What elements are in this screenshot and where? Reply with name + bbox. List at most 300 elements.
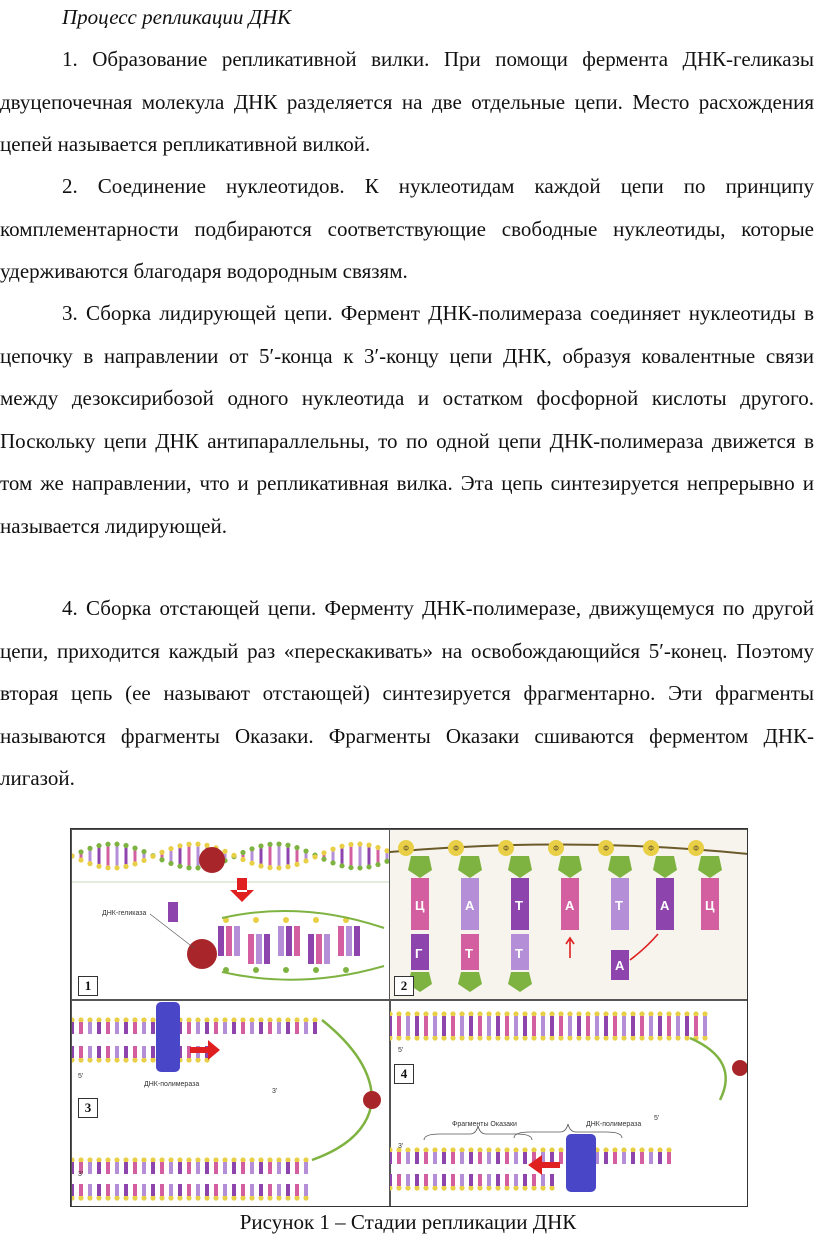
backbone-bead bbox=[231, 1017, 236, 1022]
nucleotide bbox=[241, 1184, 245, 1196]
backbone-bead bbox=[441, 1035, 446, 1040]
nucleotide bbox=[541, 1174, 545, 1186]
nucleotide bbox=[640, 1024, 644, 1036]
backbone-bead bbox=[177, 1195, 182, 1200]
nucleotide bbox=[406, 1024, 410, 1036]
helicase-enzyme bbox=[732, 1060, 748, 1076]
replication-figure bbox=[70, 828, 748, 1207]
backbone-bead bbox=[468, 1147, 473, 1152]
nucleotide bbox=[667, 1152, 671, 1164]
backbone-bead bbox=[283, 917, 289, 923]
nucleotide bbox=[469, 1152, 473, 1164]
backbone-bead bbox=[540, 1011, 545, 1016]
backbone-bead bbox=[186, 1195, 191, 1200]
backbone-bead bbox=[285, 1195, 290, 1200]
figure-panel-3 bbox=[71, 999, 391, 1207]
backbone-bead bbox=[123, 1157, 128, 1162]
pairing-arrow bbox=[566, 938, 574, 958]
backbone-bead bbox=[576, 1011, 581, 1016]
backbone-bead bbox=[612, 1011, 617, 1016]
nucleotide bbox=[169, 1184, 173, 1196]
backbone-bead bbox=[303, 1017, 308, 1022]
backbone-bead bbox=[675, 1011, 680, 1016]
nucleotide bbox=[187, 1162, 191, 1174]
sugar-pentagon bbox=[458, 856, 482, 878]
nucleotide bbox=[397, 1152, 401, 1164]
backbone-bead bbox=[141, 849, 146, 854]
base-letter: Т bbox=[515, 898, 523, 913]
nucleotide bbox=[259, 1184, 263, 1196]
backbone-bead bbox=[486, 1185, 491, 1190]
backbone-bead bbox=[267, 1017, 272, 1022]
nucleotide bbox=[397, 1174, 401, 1186]
backbone-bead bbox=[276, 1017, 281, 1022]
nucleotide bbox=[496, 1174, 500, 1186]
nucleotide bbox=[205, 1184, 209, 1196]
paragraph-4: 4. Сборка отстающей цепи. Ферменту ДНК-полимеразе, движущемуся по другой цепи, приходится каждый раз «перескакивать» на освобождающийся 5′-конец. Поэтому вторая цепь (ее называют отстающей) синтезируется фрагментарно. Эти фрагменты называются фрагменты Оказаки. Фрагменты Оказаки сшиваются ферментом ДНК-лигазой. bbox=[0, 596, 814, 790]
nucleotide bbox=[685, 1024, 689, 1036]
nucleotide bbox=[415, 1174, 419, 1186]
backbone-bead bbox=[294, 862, 299, 867]
backbone-bead bbox=[348, 842, 353, 847]
nucleotide bbox=[451, 1174, 455, 1186]
nucleotide bbox=[88, 1046, 92, 1058]
backbone-bead bbox=[222, 1195, 227, 1200]
backbone-bead bbox=[258, 1017, 263, 1022]
backbone-bead bbox=[267, 1195, 272, 1200]
backbone-bead bbox=[283, 967, 289, 973]
backbone-bead bbox=[159, 850, 164, 855]
nucleotide bbox=[658, 1152, 662, 1164]
backbone-bead bbox=[702, 1035, 707, 1040]
nucleotide bbox=[559, 1024, 563, 1036]
backbone-bead bbox=[132, 861, 137, 866]
nucleotide bbox=[397, 1024, 401, 1036]
nucleotide bbox=[268, 1022, 272, 1034]
backbone-bead bbox=[657, 1035, 662, 1040]
nucleotide bbox=[703, 1024, 707, 1036]
nucleotide bbox=[218, 926, 224, 956]
backbone-bead bbox=[258, 843, 263, 848]
backbone-bead bbox=[339, 863, 344, 868]
nucleotide bbox=[124, 1162, 128, 1174]
nucleotide bbox=[541, 1024, 545, 1036]
nucleotide bbox=[214, 1184, 218, 1196]
base-letter: Ц bbox=[705, 898, 715, 913]
nucleotide bbox=[226, 926, 232, 956]
backbone-bead bbox=[513, 1185, 518, 1190]
backbone-bead bbox=[141, 1195, 146, 1200]
backbone-bead bbox=[150, 1057, 155, 1062]
nucleotide bbox=[196, 1162, 200, 1174]
backbone-bead bbox=[459, 1011, 464, 1016]
nucleotide bbox=[613, 1152, 617, 1164]
nucleotide bbox=[286, 1162, 290, 1174]
backbone-bead bbox=[159, 857, 164, 862]
backbone-bead bbox=[630, 1035, 635, 1040]
nucleotide bbox=[390, 1152, 392, 1164]
backbone-bead bbox=[621, 1011, 626, 1016]
backbone-bead bbox=[240, 1017, 245, 1022]
strand bbox=[322, 1020, 372, 1100]
backbone-bead bbox=[141, 1157, 146, 1162]
backbone-bead bbox=[450, 1035, 455, 1040]
backbone-bead bbox=[396, 1035, 401, 1040]
backbone-bead bbox=[240, 1157, 245, 1162]
backbone-bead bbox=[78, 1157, 83, 1162]
backbone-bead bbox=[87, 1057, 92, 1062]
backbone-bead bbox=[603, 1035, 608, 1040]
sugar-pentagon bbox=[508, 856, 532, 878]
backbone-bead bbox=[132, 1017, 137, 1022]
nucleotide bbox=[142, 1184, 146, 1196]
base-letter: Г bbox=[415, 946, 423, 961]
nucleotide bbox=[223, 1184, 227, 1196]
nucleotide bbox=[196, 1184, 200, 1196]
nucleotide bbox=[133, 1162, 137, 1174]
panel-1-illustration bbox=[72, 830, 390, 1000]
nucleotide bbox=[667, 1024, 671, 1036]
backbone-bead bbox=[495, 1035, 500, 1040]
nucleotide bbox=[442, 1152, 446, 1164]
helicase-enzyme-top bbox=[199, 847, 225, 873]
nucleotide bbox=[88, 1184, 92, 1196]
nucleotide bbox=[72, 1022, 74, 1034]
panel-3-illustration bbox=[72, 1000, 390, 1207]
backbone-bead bbox=[648, 1011, 653, 1016]
nucleotide bbox=[460, 1174, 464, 1186]
nucleotide bbox=[250, 1184, 254, 1196]
backbone-bead bbox=[522, 1011, 527, 1016]
backbone-bead bbox=[495, 1011, 500, 1016]
nucleotide bbox=[460, 1024, 464, 1036]
backbone-bead bbox=[105, 1195, 110, 1200]
backbone-bead bbox=[459, 1185, 464, 1190]
nucleotide bbox=[415, 1024, 419, 1036]
panel-4-number: 4 bbox=[394, 1064, 414, 1084]
nucleotide bbox=[151, 1162, 155, 1174]
phosphate-letter: Ф bbox=[648, 844, 655, 853]
backbone-bead bbox=[405, 1185, 410, 1190]
backbone-bead bbox=[276, 865, 281, 870]
backbone-bead bbox=[477, 1035, 482, 1040]
backbone-bead bbox=[105, 1057, 110, 1062]
nucleotide bbox=[523, 1024, 527, 1036]
backbone-bead bbox=[693, 1011, 698, 1016]
base-letter: Т bbox=[615, 898, 623, 913]
nucleotide bbox=[308, 934, 314, 964]
sugar-pentagon bbox=[653, 856, 677, 878]
backbone-bead bbox=[78, 1057, 83, 1062]
sugar-pentagon bbox=[608, 856, 632, 878]
helicase-enzyme bbox=[187, 939, 217, 969]
backbone-bead bbox=[303, 1195, 308, 1200]
nucleotide bbox=[106, 1046, 110, 1058]
backbone-bead bbox=[477, 1147, 482, 1152]
dna-polymerase bbox=[156, 1002, 180, 1072]
backbone-bead bbox=[495, 1185, 500, 1190]
backbone-bead bbox=[87, 1195, 92, 1200]
nucleotide bbox=[160, 1162, 164, 1174]
backbone-bead bbox=[240, 850, 245, 855]
nucleotide bbox=[532, 1024, 536, 1036]
backbone-bead bbox=[558, 1147, 563, 1152]
nucleotide bbox=[346, 926, 352, 956]
backbone-bead bbox=[330, 846, 335, 851]
nucleotide bbox=[294, 926, 300, 956]
nucleotide bbox=[277, 1162, 281, 1174]
backbone-bead bbox=[168, 1157, 173, 1162]
backbone-bead bbox=[343, 967, 349, 973]
backbone-bead bbox=[612, 1147, 617, 1152]
backbone-bead bbox=[159, 1195, 164, 1200]
backbone-bead bbox=[558, 1011, 563, 1016]
nucleotide bbox=[354, 926, 360, 956]
backbone-bead bbox=[150, 854, 155, 859]
backbone-bead bbox=[657, 1147, 662, 1152]
base-letter: А bbox=[465, 898, 475, 913]
backbone-bead bbox=[195, 842, 200, 847]
nucleotide bbox=[406, 1174, 410, 1186]
nucleotide bbox=[295, 1184, 299, 1196]
backbone-bead bbox=[222, 1157, 227, 1162]
paragraph-2: 2. Соединение нуклеотидов. К нуклеотидам каждой цепи по принципу комплементарности подбираются соответствующие свободные нуклеотиды, которые удерживаются благодаря водородным связям. bbox=[0, 174, 814, 283]
nucleotide bbox=[142, 1022, 146, 1034]
backbone-bead bbox=[285, 1157, 290, 1162]
backbone-bead bbox=[549, 1035, 554, 1040]
backbone-bead bbox=[72, 1157, 75, 1162]
backbone-bead bbox=[396, 1011, 401, 1016]
base-letter: Т bbox=[465, 946, 473, 961]
backbone-bead bbox=[495, 1147, 500, 1152]
base-letter: А bbox=[615, 958, 625, 973]
backbone-bead bbox=[114, 865, 119, 870]
backbone-bead bbox=[666, 1147, 671, 1152]
strand bbox=[222, 911, 384, 928]
backbone-bead bbox=[253, 917, 259, 923]
backbone-bead bbox=[666, 1035, 671, 1040]
backbone-bead bbox=[285, 843, 290, 848]
paragraph-3: 3. Сборка лидирующей цепи. Фермент ДНК-полимераза соединяет нуклеотиды в цепочку в направлении от 5′-конца к 3′-концу цепи ДНК, образуя ковалентные связи между дезоксирибозой одного нуклеотида и остатком фосфорной кислоты другого. Поскольку цепи ДНК антипараллельны, то по одной цепи ДНК-полимераза движется в том же направлении, что и репликативная вилка. Эта цепь синтезируется непрерывно и называется лидирующей. bbox=[0, 301, 814, 538]
backbone-bead bbox=[186, 1017, 191, 1022]
backbone-bead bbox=[123, 843, 128, 848]
helicase-enzyme bbox=[363, 1091, 381, 1109]
nucleotide bbox=[160, 1184, 164, 1196]
backbone-bead bbox=[114, 1057, 119, 1062]
backbone-bead bbox=[105, 1157, 110, 1162]
nucleotide bbox=[142, 1162, 146, 1174]
backbone-bead bbox=[105, 842, 110, 847]
backbone-bead bbox=[504, 1035, 509, 1040]
backbone-bead bbox=[432, 1011, 437, 1016]
nucleotide bbox=[532, 1174, 536, 1186]
backbone-bead bbox=[594, 1011, 599, 1016]
nucleotide bbox=[622, 1152, 626, 1164]
nucleotide bbox=[550, 1174, 554, 1186]
backbone-bead bbox=[585, 1011, 590, 1016]
backbone-bead bbox=[540, 1147, 545, 1152]
backbone-bead bbox=[177, 1157, 182, 1162]
backbone-bead bbox=[186, 842, 191, 847]
backbone-bead bbox=[486, 1011, 491, 1016]
backbone-bead bbox=[114, 1195, 119, 1200]
backbone-bead bbox=[375, 845, 380, 850]
nucleotide bbox=[106, 1184, 110, 1196]
dna-polymerase bbox=[566, 1134, 596, 1192]
nucleotide bbox=[106, 1162, 110, 1174]
backbone-bead bbox=[504, 1011, 509, 1016]
backbone-bead bbox=[303, 858, 308, 863]
backbone-bead bbox=[213, 1157, 218, 1162]
nucleotide bbox=[451, 1024, 455, 1036]
backbone-bead bbox=[159, 1157, 164, 1162]
nucleotide bbox=[124, 1184, 128, 1196]
nucleotide bbox=[223, 1022, 227, 1034]
backbone-bead bbox=[258, 1157, 263, 1162]
paragraph-1: 1. Образование репликативной вилки. При помощи фермента ДНК-геликазы двуцепочечная молекула ДНК разделяется на две отдельные цепи. Место расхождения цепей называется репликативной вилкой. bbox=[0, 47, 814, 156]
backbone-bead bbox=[513, 1035, 518, 1040]
nucleotide bbox=[505, 1174, 509, 1186]
nucleotide bbox=[390, 1024, 392, 1036]
end-label-5b: 5' bbox=[654, 1115, 660, 1122]
backbone-bead bbox=[666, 1011, 671, 1016]
backbone-bead bbox=[177, 843, 182, 848]
backbone-bead bbox=[441, 1011, 446, 1016]
backbone-bead bbox=[204, 1017, 209, 1022]
nucleotide bbox=[241, 1162, 245, 1174]
backbone-bead bbox=[313, 967, 319, 973]
backbone-bead bbox=[222, 849, 227, 854]
backbone-bead bbox=[366, 842, 371, 847]
nucleotide bbox=[106, 1022, 110, 1034]
backbone-bead bbox=[87, 861, 92, 866]
backbone-bead bbox=[432, 1185, 437, 1190]
phosphate-letter: Ф bbox=[453, 844, 460, 853]
nucleotide bbox=[338, 926, 344, 956]
backbone-bead bbox=[450, 1185, 455, 1190]
nucleotide bbox=[115, 1022, 119, 1034]
backbone-bead bbox=[375, 862, 380, 867]
nucleotide bbox=[514, 1152, 518, 1164]
backbone-bead bbox=[423, 1011, 428, 1016]
backbone-bead bbox=[414, 1147, 419, 1152]
nucleotide bbox=[79, 1184, 83, 1196]
backbone-bead bbox=[441, 1147, 446, 1152]
nucleotide bbox=[505, 1152, 509, 1164]
nucleotide bbox=[295, 1162, 299, 1174]
panel-4-illustration bbox=[390, 1000, 748, 1207]
nucleotide bbox=[286, 1184, 290, 1196]
backbone-bead bbox=[330, 860, 335, 865]
backbone-bead bbox=[504, 1147, 509, 1152]
backbone-bead bbox=[567, 1035, 572, 1040]
backbone-bead bbox=[390, 1147, 393, 1152]
nucleotide bbox=[496, 1152, 500, 1164]
nucleotide bbox=[316, 934, 322, 964]
backbone-bead bbox=[258, 863, 263, 868]
backbone-bead bbox=[522, 1035, 527, 1040]
end-label-5: 5' bbox=[78, 1073, 84, 1080]
backbone-bead bbox=[96, 864, 101, 869]
backbone-bead bbox=[258, 1195, 263, 1200]
sugar-pentagon bbox=[558, 856, 582, 878]
backbone-bead bbox=[603, 1147, 608, 1152]
backbone-bead bbox=[390, 1035, 393, 1040]
nucleotide bbox=[487, 1174, 491, 1186]
nucleotide bbox=[406, 1152, 410, 1164]
end-label-5: 5' bbox=[398, 1047, 404, 1054]
nucleotide bbox=[259, 1022, 263, 1034]
base-letter: Т bbox=[515, 946, 523, 961]
nucleotide bbox=[424, 1024, 428, 1036]
nucleotide bbox=[169, 1162, 173, 1174]
backbone-bead bbox=[87, 846, 92, 851]
backbone-bead bbox=[531, 1147, 536, 1152]
backbone-bead bbox=[366, 864, 371, 869]
phosphate-letter: Ф bbox=[503, 844, 510, 853]
base-letter: А bbox=[660, 898, 670, 913]
panel-3-number: 3 bbox=[78, 1098, 98, 1118]
backbone-bead bbox=[78, 1017, 83, 1022]
nucleotide bbox=[250, 1162, 254, 1174]
backbone-bead bbox=[72, 1195, 75, 1200]
nucleotide bbox=[586, 1024, 590, 1036]
nucleotide bbox=[256, 934, 262, 964]
nucleotide bbox=[577, 1024, 581, 1036]
backbone-bead bbox=[312, 854, 317, 859]
backbone-bead bbox=[141, 1057, 146, 1062]
nucleotide bbox=[277, 1184, 281, 1196]
backbone-bead bbox=[540, 1185, 545, 1190]
nucleotide bbox=[442, 1024, 446, 1036]
base-letter: Ц bbox=[415, 898, 425, 913]
backbone-bead bbox=[540, 1035, 545, 1040]
nucleotide bbox=[433, 1024, 437, 1036]
nucleotide bbox=[631, 1024, 635, 1036]
backbone-bead bbox=[177, 864, 182, 869]
end-label-3a: 3' bbox=[272, 1088, 278, 1095]
backbone-bead bbox=[531, 1035, 536, 1040]
nucleotide bbox=[214, 1022, 218, 1034]
backbone-bead bbox=[450, 1147, 455, 1152]
nucleotide bbox=[277, 1022, 281, 1034]
backbone-bead bbox=[648, 1147, 653, 1152]
nucleotide bbox=[286, 1022, 290, 1034]
backbone-bead bbox=[594, 1035, 599, 1040]
nucleotide bbox=[88, 1162, 92, 1174]
nucleotide bbox=[232, 1162, 236, 1174]
nucleotide bbox=[72, 1184, 74, 1196]
pairing-arrow bbox=[630, 934, 658, 960]
backbone-bead bbox=[132, 1157, 137, 1162]
okazaki-label: Фрагменты Оказаки bbox=[452, 1121, 517, 1128]
backbone-bead bbox=[276, 841, 281, 846]
nucleotide bbox=[187, 1022, 191, 1034]
nucleotide bbox=[658, 1024, 662, 1036]
backbone-bead bbox=[78, 1195, 83, 1200]
nucleotide bbox=[142, 1046, 146, 1058]
nucleotide bbox=[595, 1024, 599, 1036]
backbone-bead bbox=[150, 1157, 155, 1162]
nucleotide bbox=[259, 1162, 263, 1174]
nucleotide bbox=[124, 1046, 128, 1058]
nucleotide bbox=[72, 1162, 74, 1174]
backbone-bead bbox=[123, 864, 128, 869]
backbone-bead bbox=[249, 1195, 254, 1200]
nucleotide bbox=[613, 1024, 617, 1036]
nucleotide bbox=[187, 1184, 191, 1196]
nucleotide bbox=[478, 1024, 482, 1036]
